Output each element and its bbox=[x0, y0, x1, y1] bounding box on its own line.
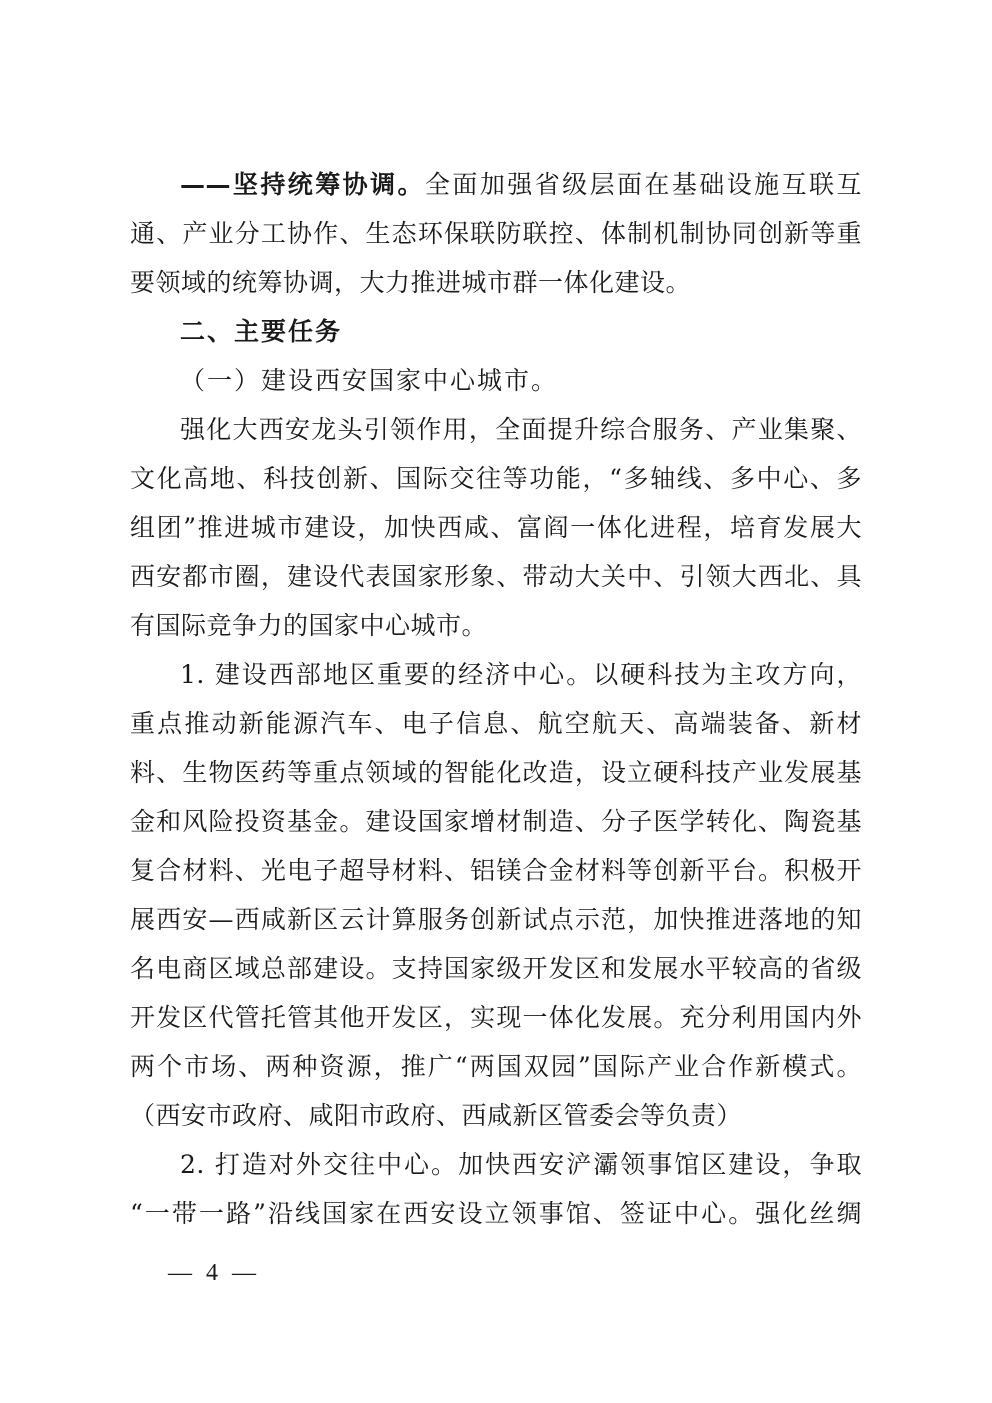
item1-line-1: 1. 建设西部地区重要的经济中心。以硬科技为主攻方向， bbox=[180, 660, 862, 689]
para-coordination-line-1 bbox=[180, 170, 862, 200]
item1-line-6: 展西安—西咸新区云计算服务创新试点示范，加快推进落地的知 bbox=[130, 905, 862, 934]
item1-line-9: 两个市场、两种资源，推广“两国双园”国际产业合作新模式。 bbox=[130, 1052, 862, 1081]
item2-line-2: “一带一路”沿线国家在西安设立领事馆、签证中心。强化丝绸 bbox=[130, 1199, 862, 1228]
section-heading: 二、主要任务 bbox=[180, 317, 343, 346]
para-xian-line-2: 文化高地、科技创新、国际交往等功能，“多轴线、多中心、多 bbox=[130, 464, 862, 493]
page-number: — 4 — bbox=[168, 1260, 260, 1286]
item1-line-8: 开发区代管托管其他开发区，实现一体化发展。充分利用国内外 bbox=[130, 1003, 862, 1032]
item1-line-7: 名电商区域总部建设。支持国家级开发区和发展水平较高的省级 bbox=[130, 954, 862, 983]
para-xian-line-3: 组团”推进城市建设，加快西咸、富阎一体化进程，培育发展大 bbox=[130, 513, 862, 542]
item1-line-5: 复合材料、光电子超导材料、铝镁合金材料等创新平台。积极开 bbox=[130, 856, 862, 885]
para-coordination-line-1-rest: 全面加强省级层面在基础设施互联互 bbox=[424, 170, 862, 199]
para-coordination-line-3: 要领域的统筹协调，大力推进城市群一体化建设。 bbox=[130, 268, 692, 297]
item1-line-4: 金和风险投资基金。建设国家增材制造、分子医学转化、陶瓷基 bbox=[130, 807, 862, 836]
para-coordination-lead: ——坚持统筹协调。 bbox=[180, 170, 425, 199]
item1-line-3: 料、生物医药等重点领域的智能化改造，设立硬科技产业发展基 bbox=[130, 758, 862, 787]
subsection-heading: （一）建设西安国家中心城市。 bbox=[180, 366, 559, 395]
para-xian-line-1: 强化大西安龙头引领作用，全面提升综合服务、产业集聚、 bbox=[180, 415, 862, 444]
para-coordination-line-2: 通、产业分工协作、生态环保联防联控、体制机制协同创新等重 bbox=[130, 219, 862, 248]
item1-line-10: （西安市政府、咸阳市政府、西咸新区管委会等负责） bbox=[130, 1101, 743, 1130]
item2-line-1: 2. 打造对外交往中心。加快西安浐灞领事馆区建设，争取 bbox=[180, 1150, 862, 1179]
para-xian-line-4: 西安都市圈，建设代表国家形象、带动大关中、引领大西北、具 bbox=[130, 562, 862, 591]
para-xian-line-5: 有国际竞争力的国家中心城市。 bbox=[130, 611, 488, 640]
item1-line-2: 重点推动新能源汽车、电子信息、航空航天、高端装备、新材 bbox=[130, 709, 862, 738]
